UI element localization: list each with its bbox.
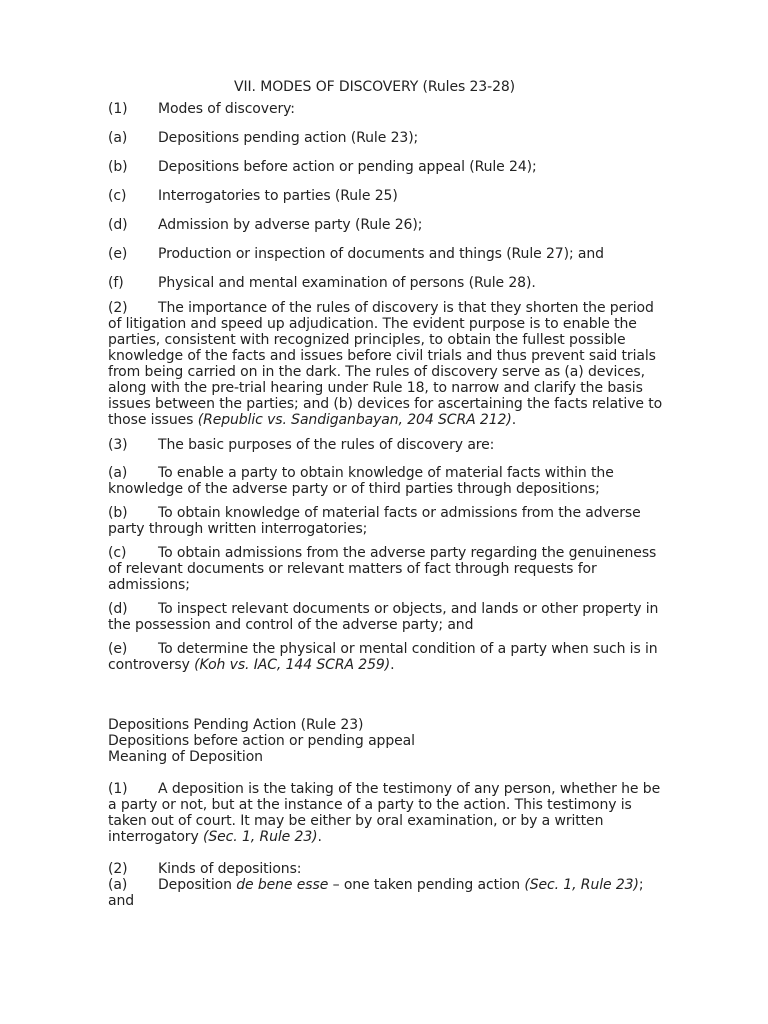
list-item xyxy=(108,275,668,291)
citation: (Koh vs. IAC, 144 SCRA 259) xyxy=(194,657,391,673)
item-label: (f) xyxy=(108,275,124,291)
section-label: (2) xyxy=(108,300,128,316)
section-3-heading xyxy=(108,437,668,453)
section-label: (1) xyxy=(108,781,128,797)
item-text: Interrogatories to parties (Rule 25) xyxy=(158,188,398,204)
item-text: Physical and mental examination of persons (Rule 28). xyxy=(158,275,536,291)
punctuation: . xyxy=(511,412,517,428)
section-label: (2) xyxy=(108,861,128,877)
spacer xyxy=(108,682,668,717)
section-heading-text: Modes of discovery: xyxy=(158,101,295,117)
citation: (Sec. 1, Rule 23) xyxy=(203,829,318,845)
punctuation: . xyxy=(390,657,395,673)
item-label: (a) xyxy=(108,877,128,893)
list-item xyxy=(108,601,668,633)
item-label: (c) xyxy=(108,545,127,561)
deposition-meaning-paragraph xyxy=(108,781,668,845)
kinds-heading xyxy=(108,861,668,877)
item-label: (a) xyxy=(108,465,128,481)
section-label: (3) xyxy=(108,437,128,453)
subheading: Depositions before action or pending appeal xyxy=(108,733,415,749)
item-label: (e) xyxy=(108,641,128,657)
list-item xyxy=(108,246,668,262)
subheading: Depositions Pending Action (Rule 23) xyxy=(108,717,364,733)
item-label: (b) xyxy=(108,505,128,521)
item-label: (e) xyxy=(108,246,128,262)
item-label: (d) xyxy=(108,601,128,617)
item-text: To obtain admissions from the adverse party regarding the genuineness of relevant documents or relevant matters of fact through requests for admissions; xyxy=(108,545,657,593)
item-text: To enable a party to obtain knowledge of material facts within the knowledge of the adverse party or of third parties through depositions; xyxy=(108,465,614,497)
list-item xyxy=(108,877,668,909)
list-item xyxy=(108,217,668,233)
section-label: (1) xyxy=(108,101,128,117)
latin-term: de bene esse xyxy=(236,877,329,893)
item-text: Depositions pending action (Rule 23); xyxy=(158,130,419,146)
item-text: Production or inspection of documents and things (Rule 27); and xyxy=(158,246,604,262)
subheading: Meaning of Deposition xyxy=(108,749,263,765)
item-label: (b) xyxy=(108,159,128,175)
citation: (Republic vs. Sandiganbayan, 204 SCRA 212) xyxy=(197,412,512,428)
document-page xyxy=(108,79,668,918)
item-label: (a) xyxy=(108,130,128,146)
item-label: (c) xyxy=(108,188,127,204)
section-heading-text: The basic purposes of the rules of discovery are: xyxy=(158,437,495,453)
punctuation: ; and xyxy=(108,877,644,909)
list-item xyxy=(108,159,668,175)
item-text: To inspect relevant documents or objects, and lands or other property in the possession and control of the adverse party; and xyxy=(108,601,659,633)
section-2-paragraph xyxy=(108,300,668,428)
page-title: VII. MODES OF DISCOVERY (Rules 23-28) xyxy=(234,79,516,95)
list-item xyxy=(108,130,668,146)
item-text: Admission by adverse party (Rule 26); xyxy=(158,217,423,233)
item-text: To obtain knowledge of material facts or admissions from the adverse party through written interrogatories; xyxy=(108,505,641,537)
item-text-continued: – one taken pending action xyxy=(328,877,525,893)
list-item xyxy=(108,505,668,537)
list-item xyxy=(108,465,668,497)
section-1-heading xyxy=(108,101,668,117)
list-item xyxy=(108,641,668,673)
item-label: (d) xyxy=(108,217,128,233)
item-text: To determine the physical or mental condition of a party when such is in controversy xyxy=(108,641,658,673)
paragraph-text: A deposition is the taking of the testimony of any person, whether he be a party or not, but at the instance of a party to the action. This testimony is taken out of court. It may be either by oral examination, or by a written interrogatory xyxy=(108,781,661,845)
citation: (Sec. 1, Rule 23) xyxy=(524,877,639,893)
paragraph-text: The importance of the rules of discovery is that they shorten the period of litigation and speed up adjudication. The evident purpose is to enable the parties, consistent with recognized principles, to obtain the fullest possible knowledge of the facts and issues before civil trials and thus prevent said trials from being carried on in the dark. The rules of discovery serve as (a) devices, along with the pre-trial hearing under Rule 18, to narrow and clarify the basis issues between the parties; and (b) devices for ascertaining the facts relative to those issues xyxy=(108,300,663,428)
punctuation: . xyxy=(317,829,322,845)
list-item xyxy=(108,188,668,204)
item-text: Depositions before action or pending appeal (Rule 24); xyxy=(158,159,537,175)
section-heading-text: Kinds of depositions: xyxy=(158,861,302,877)
list-item xyxy=(108,545,668,593)
item-text: Deposition xyxy=(158,877,237,893)
